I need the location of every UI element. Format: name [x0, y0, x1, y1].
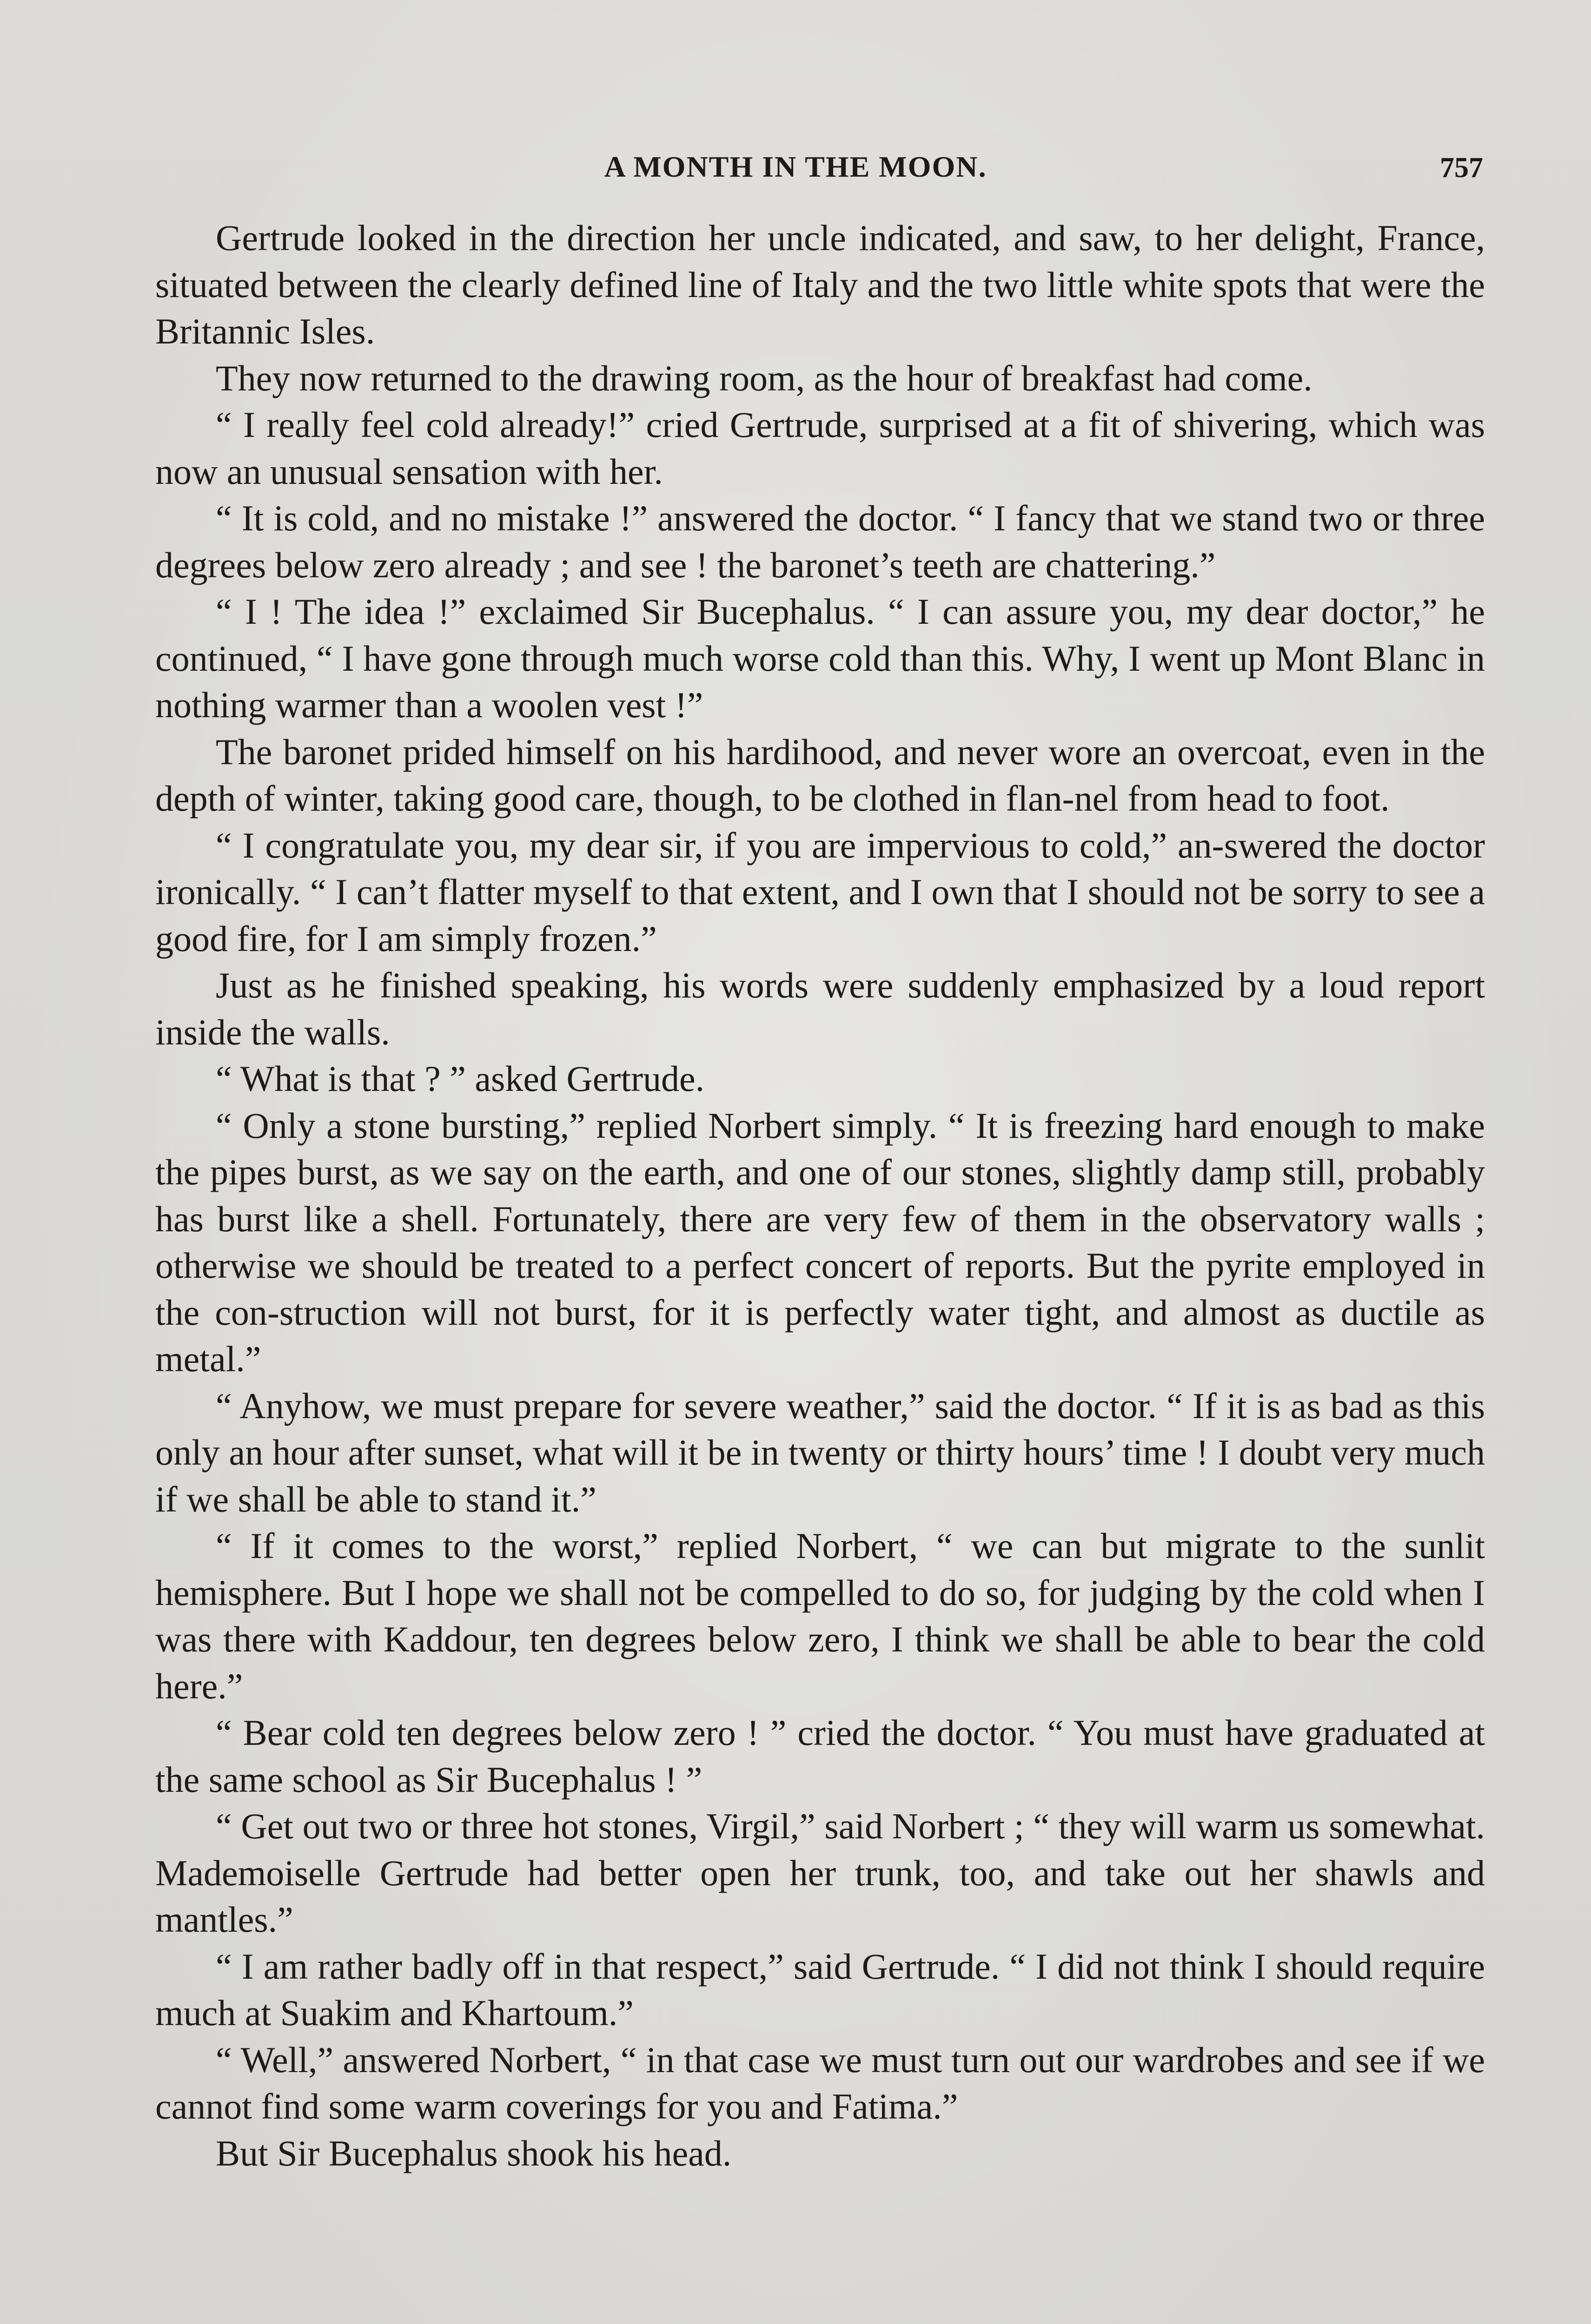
- paragraph: Just as he finished speaking, his words were suddenly emphasized by a loud report inside the walls.: [155, 965, 1485, 1052]
- paragraph: Gertrude looked in the direction her uncle indicated, and saw, to her delight, France, situated between the clearly defined line of Italy and the two little white spots that were the Britannic Isles.: [155, 218, 1485, 351]
- page-number: 757: [1440, 152, 1483, 184]
- paragraph: The baronet prided himself on his hardihood, and never wore an overcoat, even in the depth of winter, taking good care, though, to be clothed in flan-nel from head to foot.: [155, 731, 1485, 819]
- paragraph: “ Get out two or three hot stones, Virgil,” said Norbert ; “ they will warm us somewhat. Mademoiselle Gertrude had better open her trunk, too, and take out her shawls and mantles.”: [155, 1806, 1485, 1940]
- paragraph: “ If it comes to the worst,” replied Norbert, “ we can but migrate to the sunlit hemisphere. But I hope we shall not be compelled to do so, for judging by the cold when I was there with Kaddour, ten degrees below zero, I think we shall be able to bear the cold here.”: [155, 1525, 1485, 1706]
- paragraph: “ I ! The idea !” exclaimed Sir Bucephalus. “ I can assure you, my dear doctor,” he continued, “ I have gone through much worse cold than this. Why, I went up Mont Blanc in nothing warmer than a woolen vest !”: [155, 591, 1485, 725]
- paragraph: “ It is cold, and no mistake !” answered the doctor. “ I fancy that we stand two or three degrees below zero already ; and see ! the baronet’s teeth are chattering.”: [155, 498, 1485, 585]
- body-text: [155, 215, 1485, 2177]
- paragraph: “ Bear cold ten degrees below zero ! ” cried the doctor. “ You must have graduated at the same school as Sir Bucephalus ! ”: [155, 1712, 1485, 1800]
- paragraph: They now returned to the drawing room, as the hour of breakfast had come.: [216, 357, 1313, 398]
- paragraph: “ Well,” answered Norbert, “ in that case we must turn out our wardrobes and see if we cannot find some warm coverings for you and Fatima.”: [155, 2039, 1485, 2126]
- paragraph: “ What is that ? ” asked Gertrude.: [216, 1058, 705, 1099]
- paragraph: “ I am rather badly off in that respect,” said Gertrude. “ I did not think I should require much at Suakim and Khartoum.”: [155, 1946, 1485, 2033]
- paragraph: But Sir Bucephalus shook his head.: [216, 2133, 732, 2173]
- running-title: A MONTH IN THE MOON.: [604, 150, 987, 183]
- paragraph: “ I congratulate you, my dear sir, if you are impervious to cold,” an-swered the doctor ironically. “ I can’t flatter myself to that extent, and I own that I should not be sorry to see a good fire, for I am simply frozen.”: [155, 825, 1485, 959]
- paragraph: “ Anyhow, we must prepare for severe weather,” said the doctor. “ If it is as bad as this only an hour after sunset, what will it be in twenty or thirty hours’ time ! I doubt very much if we shall be able to stand it.”: [155, 1385, 1485, 1519]
- paragraph: “ I really feel cold already!” cried Gertrude, surprised at a fit of shivering, which was now an unusual sensation with her.: [155, 404, 1485, 492]
- paragraph: “ Only a stone bursting,” replied Norbert simply. “ It is freezing hard enough to make the pipes burst, as we say on the earth, and one of our stones, slightly damp still, probably has burst like a shell. Fortunately, there are very few of them in the observatory walls ; otherwise we should be treated to a perfect concert of reports. But the pyrite employed in the con-struction will not burst, for it is perfectly water tight, and almost as ductile as metal.”: [155, 1105, 1485, 1379]
